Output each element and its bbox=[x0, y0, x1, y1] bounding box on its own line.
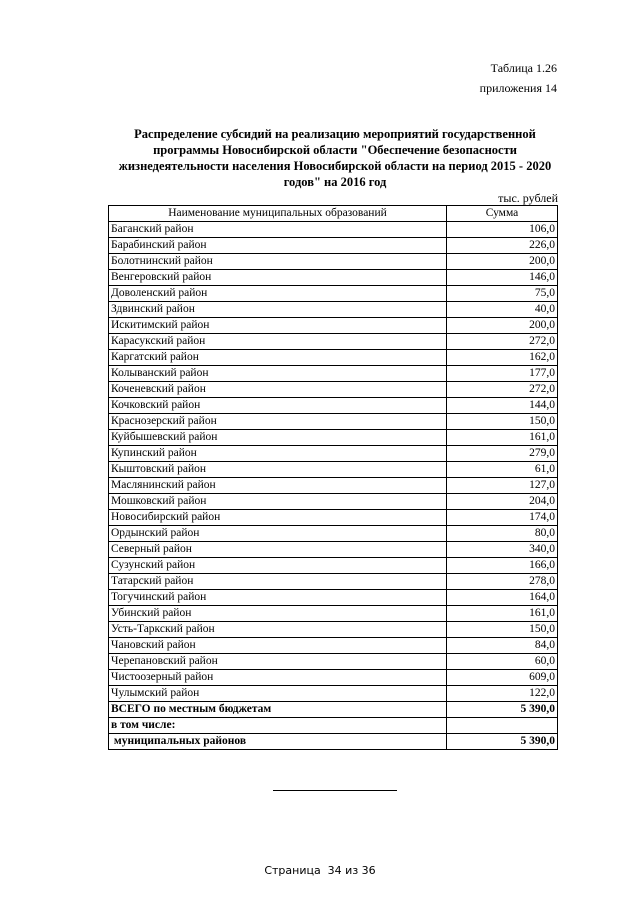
district-name: Мошковский район bbox=[109, 494, 447, 510]
table-row bbox=[109, 350, 558, 366]
district-name: Коченевский район bbox=[109, 382, 447, 398]
district-sum: 84,0 bbox=[447, 638, 558, 654]
units-label: тыс. рублей bbox=[498, 191, 558, 205]
including-row bbox=[109, 718, 558, 734]
table-row bbox=[109, 430, 558, 446]
title-line: жизнедеятельности населения Новосибирской области на период 2015 - 2020 bbox=[118, 159, 552, 173]
district-sum: 146,0 bbox=[447, 270, 558, 286]
district-sum: 177,0 bbox=[447, 366, 558, 382]
district-name: Тогучинский район bbox=[109, 590, 447, 606]
table-row bbox=[109, 286, 558, 302]
district-sum: 609,0 bbox=[447, 670, 558, 686]
table-row bbox=[109, 526, 558, 542]
table-row bbox=[109, 462, 558, 478]
table-header-row bbox=[109, 206, 558, 222]
table-row bbox=[109, 398, 558, 414]
district-sum: 162,0 bbox=[447, 350, 558, 366]
district-name: Здвинский район bbox=[109, 302, 447, 318]
table-row bbox=[109, 478, 558, 494]
district-name: Болотнинский район bbox=[109, 254, 447, 270]
district-sum: 166,0 bbox=[447, 558, 558, 574]
table-row bbox=[109, 238, 558, 254]
table-row bbox=[109, 382, 558, 398]
table-row bbox=[109, 590, 558, 606]
district-name: Венгеровский район bbox=[109, 270, 447, 286]
district-sum: 164,0 bbox=[447, 590, 558, 606]
district-name: Усть-Таркский район bbox=[109, 622, 447, 638]
district-name: Сузунский район bbox=[109, 558, 447, 574]
municipal-sum: 5 390,0 bbox=[447, 734, 558, 750]
district-sum: 144,0 bbox=[447, 398, 558, 414]
document-title bbox=[110, 126, 560, 190]
table-row bbox=[109, 574, 558, 590]
district-name: Новосибирский район bbox=[109, 510, 447, 526]
table-body bbox=[109, 222, 558, 702]
district-sum: 60,0 bbox=[447, 654, 558, 670]
table-row bbox=[109, 622, 558, 638]
district-name: Маслянинский район bbox=[109, 478, 447, 494]
district-name: Искитимский район bbox=[109, 318, 447, 334]
district-name: Куйбышевский район bbox=[109, 430, 447, 446]
district-sum: 204,0 bbox=[447, 494, 558, 510]
district-name: Колыванский район bbox=[109, 366, 447, 382]
appendix-label: приложения 14 bbox=[479, 81, 557, 95]
district-name: Убинский район bbox=[109, 606, 447, 622]
district-sum: 200,0 bbox=[447, 254, 558, 270]
table-row bbox=[109, 670, 558, 686]
district-name: Черепановский район bbox=[109, 654, 447, 670]
table-row bbox=[109, 510, 558, 526]
title-line: годов" на 2016 год bbox=[283, 175, 387, 189]
table-row bbox=[109, 606, 558, 622]
total-sum: 5 390,0 bbox=[447, 702, 558, 718]
table-row bbox=[109, 222, 558, 238]
table-row bbox=[109, 318, 558, 334]
district-sum: 150,0 bbox=[447, 622, 558, 638]
page-footer: Страница 34 из 36 bbox=[264, 864, 376, 877]
table-row bbox=[109, 542, 558, 558]
total-label: ВСЕГО по местным бюджетам bbox=[109, 702, 447, 718]
district-sum: 161,0 bbox=[447, 606, 558, 622]
municipal-label: муниципальных районов bbox=[109, 734, 447, 750]
subsidy-table bbox=[108, 205, 558, 750]
municipal-row bbox=[109, 734, 558, 750]
column-header-name: Наименование муниципальных образований bbox=[109, 206, 447, 222]
table-row bbox=[109, 366, 558, 382]
district-name: Карасукский район bbox=[109, 334, 447, 350]
including-label: в том числе: bbox=[109, 718, 447, 734]
table-row bbox=[109, 686, 558, 702]
table-row bbox=[109, 494, 558, 510]
table-reference bbox=[480, 58, 557, 98]
district-name: Баганский район bbox=[109, 222, 447, 238]
table-row bbox=[109, 446, 558, 462]
footnote-divider bbox=[273, 790, 397, 791]
district-sum: 150,0 bbox=[447, 414, 558, 430]
district-sum: 80,0 bbox=[447, 526, 558, 542]
column-header-sum: Сумма bbox=[447, 206, 558, 222]
district-name: Ордынский район bbox=[109, 526, 447, 542]
district-name: Татарский район bbox=[109, 574, 447, 590]
district-sum: 340,0 bbox=[447, 542, 558, 558]
district-sum: 127,0 bbox=[447, 478, 558, 494]
district-sum: 272,0 bbox=[447, 382, 558, 398]
district-sum: 40,0 bbox=[447, 302, 558, 318]
district-name: Краснозерский район bbox=[109, 414, 447, 430]
district-name: Доволенский район bbox=[109, 286, 447, 302]
table-row bbox=[109, 558, 558, 574]
table-row bbox=[109, 302, 558, 318]
district-sum: 272,0 bbox=[447, 334, 558, 350]
district-sum: 106,0 bbox=[447, 222, 558, 238]
table-row bbox=[109, 254, 558, 270]
district-sum: 75,0 bbox=[447, 286, 558, 302]
district-name: Северный район bbox=[109, 542, 447, 558]
table-row bbox=[109, 270, 558, 286]
table-row bbox=[109, 638, 558, 654]
table-row bbox=[109, 654, 558, 670]
table-row bbox=[109, 414, 558, 430]
district-sum: 161,0 bbox=[447, 430, 558, 446]
district-sum: 174,0 bbox=[447, 510, 558, 526]
district-name: Чановский район bbox=[109, 638, 447, 654]
district-name: Чистоозерный район bbox=[109, 670, 447, 686]
district-name: Барабинский район bbox=[109, 238, 447, 254]
district-sum: 61,0 bbox=[447, 462, 558, 478]
district-sum: 200,0 bbox=[447, 318, 558, 334]
district-name: Кыштовский район bbox=[109, 462, 447, 478]
title-line: Распределение субсидий на реализацию мероприятий государственной bbox=[134, 127, 536, 141]
district-name: Чулымский район bbox=[109, 686, 447, 702]
district-name: Купинский район bbox=[109, 446, 447, 462]
district-name: Каргатский район bbox=[109, 350, 447, 366]
district-sum: 122,0 bbox=[447, 686, 558, 702]
district-sum: 279,0 bbox=[447, 446, 558, 462]
title-line: программы Новосибирской области "Обеспечение безопасности bbox=[153, 143, 517, 157]
district-name: Кочковский район bbox=[109, 398, 447, 414]
total-row bbox=[109, 702, 558, 718]
table-row bbox=[109, 334, 558, 350]
district-sum: 226,0 bbox=[447, 238, 558, 254]
including-sum bbox=[447, 718, 558, 734]
table-label: Таблица 1.26 bbox=[490, 61, 557, 75]
district-sum: 278,0 bbox=[447, 574, 558, 590]
